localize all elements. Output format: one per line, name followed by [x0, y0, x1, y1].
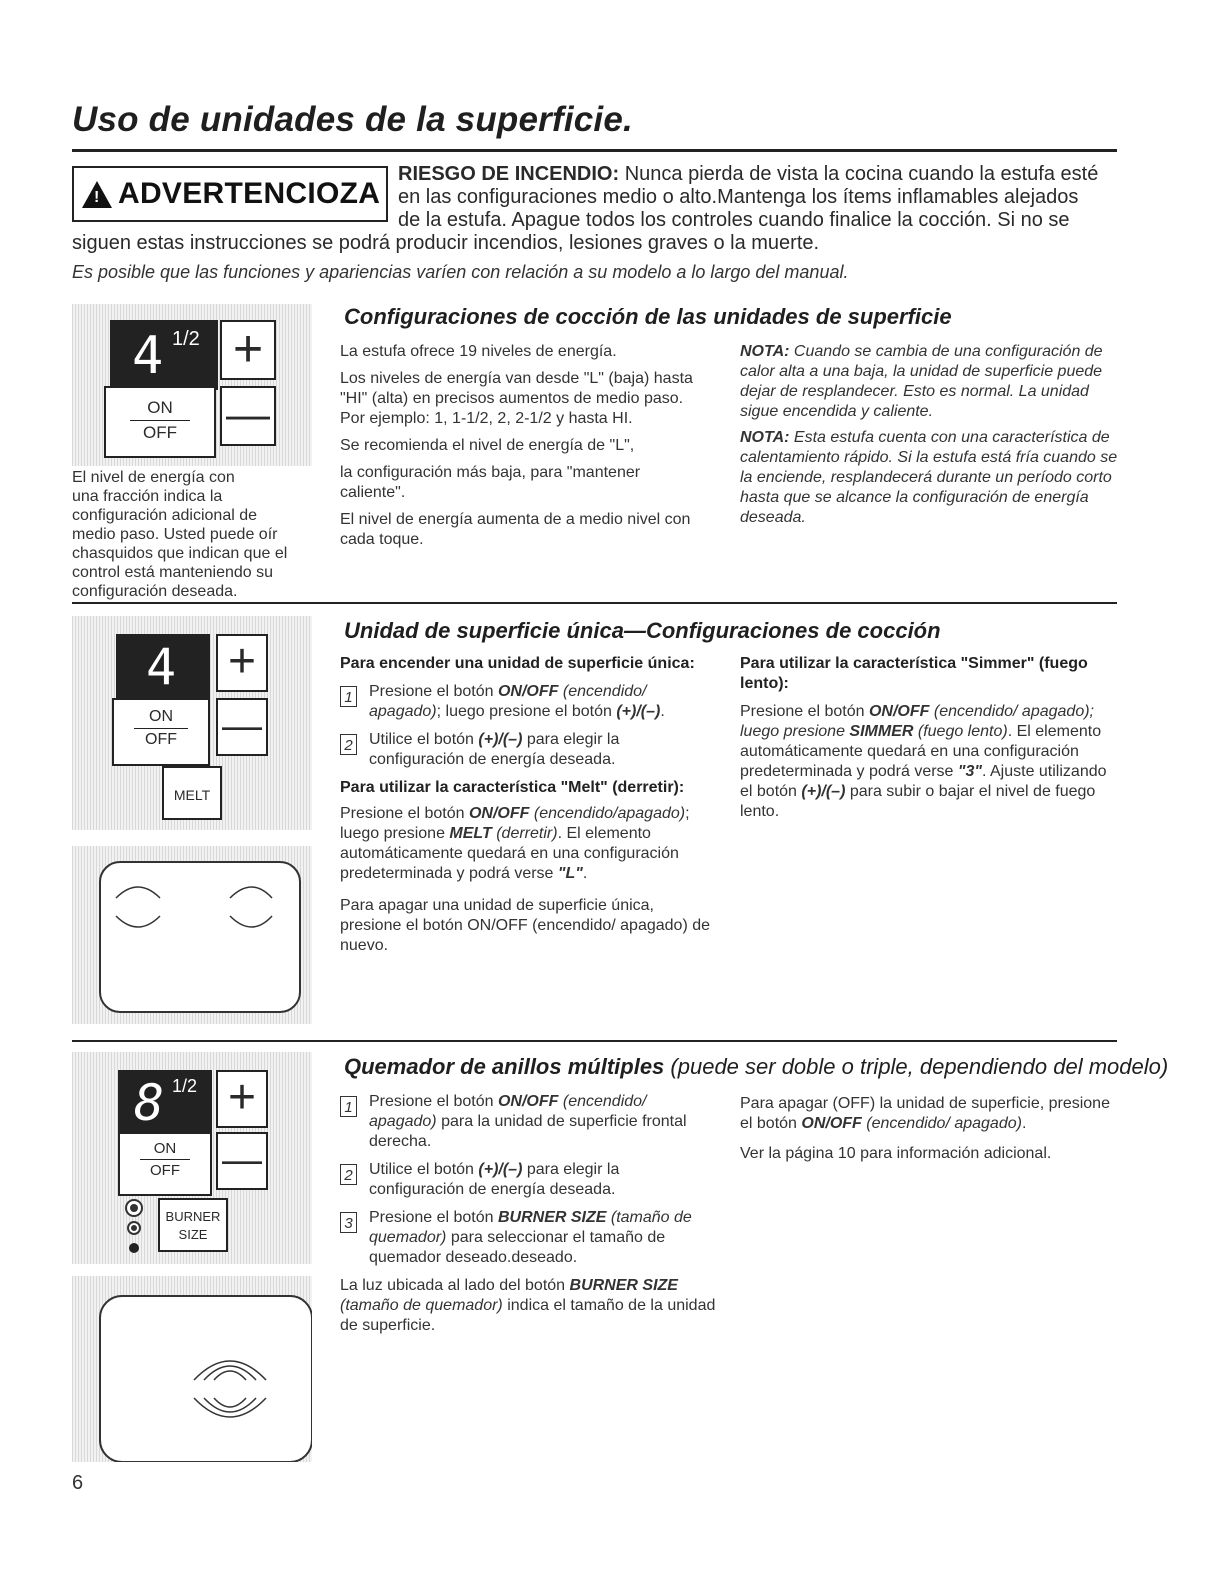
t: ON/OFF — [497, 1093, 559, 1110]
heading-light: (puede ser doble o triple, dependiendo del modelo) — [664, 1054, 1169, 1079]
t: Presione el botón — [369, 1093, 498, 1110]
section3-column1 — [340, 1092, 718, 1343]
caption-line: control está manteniendo su — [72, 564, 274, 581]
section1-heading: Configuraciones de cocción de las unidades de superficie — [344, 304, 952, 329]
step-number: 3 — [340, 1212, 357, 1233]
control-panel-multi-ring — [72, 1052, 312, 1264]
t: (encendido/ apagado) — [369, 1093, 647, 1130]
t: para la unidad de superficie frontal derecha. — [369, 1113, 687, 1150]
t: para seleccionar el tamaño de quemador deseado.deseado. — [369, 1229, 666, 1266]
off-label: OFF — [150, 1162, 180, 1179]
page-title: Uso de unidades de la superficie. — [72, 100, 633, 139]
half-step-caption — [72, 468, 322, 601]
section-divider — [72, 1040, 1117, 1042]
display-8-1-2 — [118, 1070, 212, 1136]
cooktop-multi-ring-icon — [72, 1276, 312, 1462]
t: (derretir) — [491, 825, 558, 842]
caption-line: una fracción indica la — [72, 488, 223, 505]
t: ON/OFF — [468, 805, 530, 822]
t: . — [582, 865, 588, 882]
subheading-melt: Para utilizar la característica "Melt" (derretir): — [340, 779, 685, 796]
t: ; luego presione — [740, 703, 1094, 740]
t: para elegir la configuración de energía deseada. — [369, 731, 620, 768]
warning-text-line4: siguen estas instrucciones se podrá producir incendios, lesiones graves o la muerte. — [72, 232, 820, 254]
minus-button[interactable]: — — [216, 1132, 268, 1190]
paragraph: Los niveles de energía van desde "L" (baja) hasta "HI" (alta) en precisos aumentos de medio paso. Por ejemplo: 1, 1-1/2, 2, 2-1/2 y hasta HI. — [340, 370, 693, 427]
section2-column1 — [340, 654, 718, 963]
warning-word: ADVERTENCIOZA — [118, 177, 381, 210]
t: (encendido/ apagado) — [929, 703, 1090, 720]
plus-button[interactable]: + — [216, 634, 268, 692]
t: para elegir la configuración de energía deseada. — [369, 1161, 620, 1198]
display-digit: 4 — [132, 326, 164, 386]
t: (+)/(–) — [801, 783, 846, 800]
display-half: 1/2 — [172, 328, 200, 350]
t: (+)/(–) — [478, 1161, 523, 1178]
section3-heading — [344, 1054, 1168, 1080]
t: SIMMER — [849, 723, 914, 740]
heading-bold: Quemador de anillos múltiples — [344, 1054, 665, 1079]
minus-button[interactable]: — — [220, 386, 276, 446]
display-4 — [116, 634, 210, 700]
t: BURNER SIZE — [569, 1277, 678, 1294]
warning-label — [72, 166, 388, 222]
display-digit: 4 — [146, 638, 177, 696]
t: Utilice el botón — [369, 731, 479, 748]
t: (+)/(–) — [478, 731, 523, 748]
nota-text: Cuando se cambia de una configuración de calor alta a una baja, la unidad de superficie puede dejar de resplandecer. Esto es normal. La unidad sigue encendida y caliente. — [740, 343, 1103, 420]
t: para subir o bajar el nivel de fuego lento. — [740, 783, 1096, 820]
t: ON/OFF — [801, 1115, 862, 1132]
warning-text — [398, 163, 1118, 232]
step-3 — [340, 1208, 718, 1268]
t: Presione el botón — [340, 805, 469, 822]
t: MELT — [449, 825, 492, 842]
warning-text-line2: en las configuraciones medio o alto.Mantenga los ítems inflamables alejados — [398, 186, 1079, 208]
burner-label: BURNER — [165, 1209, 221, 1224]
t: ; luego presione — [340, 805, 690, 842]
nota-text: Esta estufa cuenta con una característica de calentamiento rápido. Si la estufa está fría cuando se la enciende, resplandecerá durante un período corto hasta que se alcance la configuración de energía deseada. — [740, 429, 1118, 526]
burner-size-button[interactable] — [158, 1198, 228, 1252]
step-1 — [340, 1092, 718, 1152]
control-panel-half-step — [72, 304, 312, 466]
caption-line: El nivel de energía con — [72, 469, 235, 486]
t: "3" — [957, 763, 982, 780]
section2-column2 — [740, 654, 1118, 829]
warning-text-line1: Nunca pierda de vista la cocina cuando la estufa esté — [624, 163, 1099, 185]
off-label: OFF — [145, 731, 177, 748]
t: La luz ubicada al lado del botón — [340, 1277, 570, 1294]
warning-triangle-icon: ! — [82, 181, 112, 208]
step-2 — [340, 1160, 718, 1200]
t: . El elemento automáticamente quedará en una configuración predeterminada y podrá verse — [340, 825, 679, 882]
minus-button[interactable]: — — [216, 698, 268, 756]
cooktop-single-burner-icon — [72, 846, 312, 1024]
subheading-simmer: Para utilizar la característica "Simmer" (fuego lento): — [740, 655, 1088, 692]
on-off-button[interactable] — [112, 698, 210, 766]
step-1 — [340, 682, 718, 722]
t: Presione el botón — [369, 1209, 498, 1226]
t: Utilice el botón — [369, 1161, 479, 1178]
size-label: SIZE — [178, 1227, 208, 1242]
turn-off-text: Para apagar una unidad de superficie única, presione el botón ON/OFF (encendido/ apagado) de nuevo. — [340, 897, 711, 954]
multi-ring-burner-diagram — [72, 1276, 312, 1462]
t: indica el tamaño de la unidad de superficie. — [340, 1297, 716, 1334]
off-label: OFF — [143, 423, 177, 442]
model-note: Es posible que las funciones y apariencias varíen con relación a su modelo a lo largo del manual. — [72, 262, 849, 282]
on-label: ON — [130, 398, 190, 421]
see-page-reference: Ver la página 10 para información adicional. — [740, 1145, 1052, 1162]
plus-button[interactable]: + — [220, 320, 276, 380]
t: ; luego presione el botón — [436, 703, 617, 720]
nota-label: NOTA: — [740, 343, 790, 360]
section1-column1 — [340, 342, 705, 557]
on-label: ON — [134, 708, 188, 729]
display-half: 1/2 — [172, 1076, 198, 1096]
caption-line: configuración deseada. — [72, 583, 238, 600]
section-divider — [72, 602, 1117, 604]
t: . — [1021, 1115, 1027, 1132]
step-number: 1 — [340, 686, 357, 707]
t: Presione el botón — [740, 703, 869, 720]
title-rule — [72, 149, 1117, 152]
step-number: 1 — [340, 1096, 357, 1117]
t: (encendido/apagado) — [529, 805, 686, 822]
t: (tamaño de quemador) — [369, 1209, 692, 1246]
step-2 — [340, 730, 718, 770]
t: ON/OFF — [497, 683, 559, 700]
caption-line: chasquidos que indican que el — [72, 545, 288, 562]
t: Para apagar (OFF) la unidad de superficie, presione el botón — [740, 1095, 1110, 1132]
on-label: ON — [140, 1140, 190, 1160]
on-off-button[interactable] — [104, 386, 216, 458]
control-panel-single — [72, 616, 312, 830]
section2-heading: Unidad de superficie única—Configuraciones de cocción — [344, 618, 941, 643]
nota-label: NOTA: — [740, 429, 790, 446]
paragraph: la configuración más baja, para "mantener caliente". — [340, 464, 641, 501]
melt-button[interactable]: MELT — [162, 766, 222, 820]
t: (+)/(–) — [616, 703, 661, 720]
caption-line: medio paso. Usted puede oír — [72, 526, 278, 543]
caption-line: configuración adicional de — [72, 507, 258, 524]
display-digit: 8 — [134, 1074, 165, 1132]
t: . Ajuste utilizando el botón — [740, 763, 1107, 800]
t: Presione el botón — [369, 683, 498, 700]
on-off-button[interactable] — [118, 1132, 212, 1196]
paragraph: El nivel de energía aumenta de a medio nivel con cada toque. — [340, 511, 691, 548]
t: (fuego lento) — [913, 723, 1008, 740]
burner-size-lights-icon — [120, 1198, 148, 1260]
paragraph: La estufa ofrece 19 niveles de energía. — [340, 343, 617, 360]
step-number: 2 — [340, 1164, 357, 1185]
t: BURNER SIZE — [497, 1209, 607, 1226]
subheading-turn-on: Para encender una unidad de superficie única: — [340, 655, 695, 672]
warning-text-line3: de la estufa. Apague todos los controles cuando finalice la cocción. Si no se — [398, 209, 1070, 231]
t: ON/OFF — [868, 703, 930, 720]
step-number: 2 — [340, 734, 357, 755]
t: (encendido/ apagado) — [369, 683, 647, 720]
t: (tamaño de quemador) — [340, 1297, 503, 1314]
single-burner-diagram — [72, 846, 312, 1024]
section3-column2 — [740, 1094, 1118, 1171]
display-4-1-2 — [110, 320, 218, 390]
t: "L" — [557, 865, 583, 882]
paragraph: Se recomienda el nivel de energía de "L", — [340, 437, 635, 454]
warning-lead: RIESGO DE INCENDIO: — [398, 163, 620, 185]
t: . El elemento automáticamente quedará en una configuración predeterminada y podrá verse — [740, 723, 1102, 780]
page-number: 6 — [72, 1472, 84, 1494]
t: (encendido/ apagado) — [861, 1115, 1022, 1132]
plus-button[interactable]: + — [216, 1070, 268, 1128]
section1-notes — [740, 342, 1120, 534]
t: . — [660, 703, 665, 720]
